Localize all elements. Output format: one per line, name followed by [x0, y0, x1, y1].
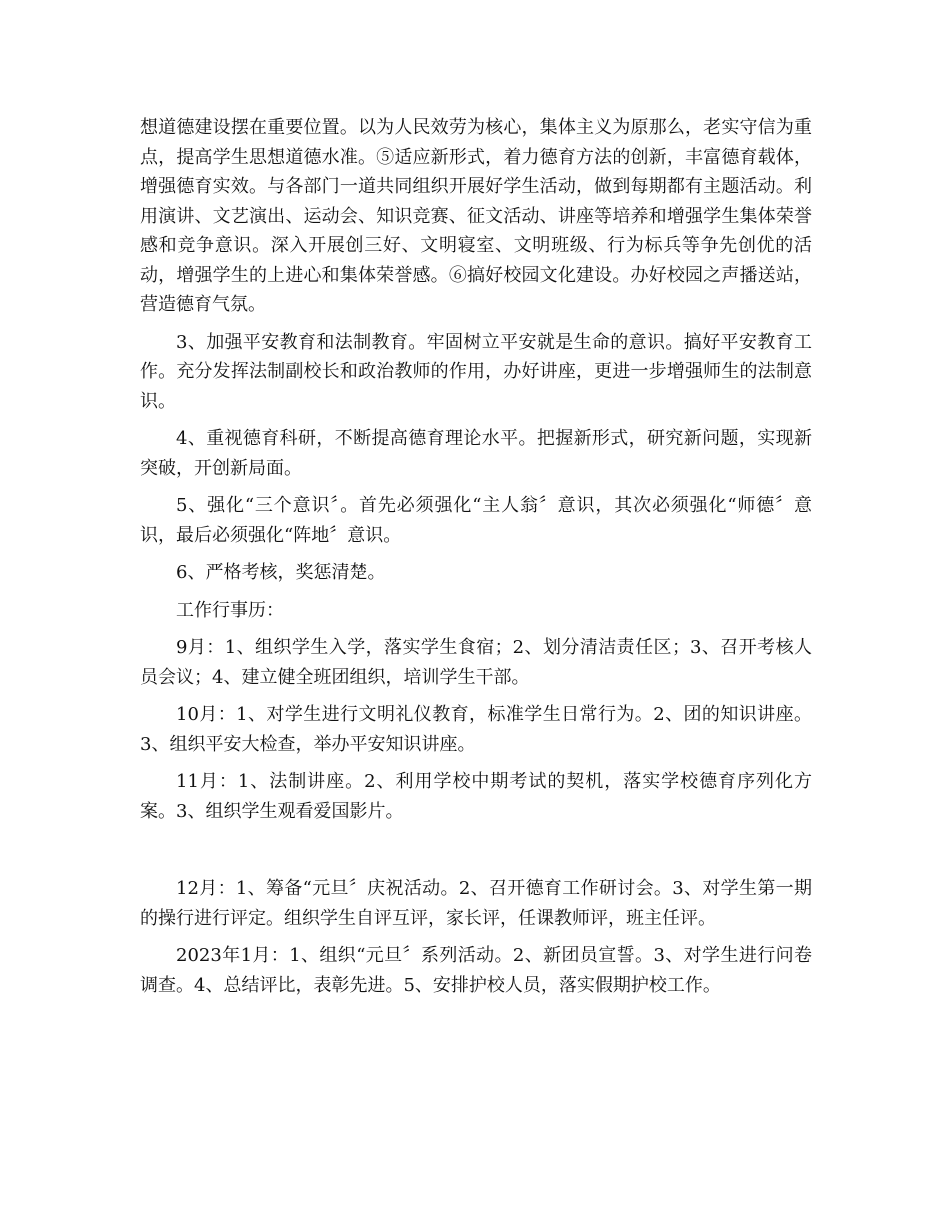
- schedule-heading: 工作行事历：: [176, 599, 284, 621]
- document-page: [140, 113, 812, 1008]
- paragraph-moral-research: 4、重视德育科研，不断提高德育理论水平。把握新形式，研究新问题，实现新突破，开创新局面。: [140, 428, 812, 479]
- paragraph-three-awareness: 5、强化“三个意识〞。首先必须强化“主人翁〞意识，其次必须强化“师德〞意识，最后必须强化“阵地〞意识。: [140, 495, 812, 546]
- schedule-november: 11月：1、法制讲座。2、利用学校中期考试的契机，落实学校德育序列化方案。3、组织学生观看爱国影片。: [140, 771, 812, 822]
- schedule-january: 2023年1月：1、组织“元旦〞系列活动。2、新团员宣誓。3、对学生进行问卷调查。4、总结评比，表彰先进。5、安排护校人员，落实假期护校工作。: [140, 945, 812, 996]
- blank-gap: [140, 834, 812, 874]
- schedule-september: 9月：1、组织学生入学，落实学生食宿；2、划分清洁责任区；3、召开考核人员会议；4、建立健全班团组织，培训学生干部。: [140, 637, 812, 688]
- paragraph-assessment: 6、严格考核，奖惩清楚。: [176, 562, 386, 583]
- paragraph-moral-construction: 想道德建设摆在重要位置。以为人民效劳为核心，集体主义为原那么，老实守信为重点，提高学生思想道德水准。⑤适应新形式，着力德育方法的创新，丰富德育载体，增强德育实效。与各部门一道共同组织开展好学生活动，做到每期都有主题活动。利用演讲、文艺演出、运动会、知识竞赛、征文活动、讲座等培养和增强学生集体荣誉感和竞争意识。深入开展创三好、文明寝室、文明班级、行为标兵等争先创优的活动，增强学生的上进心和集体荣誉感。⑥搞好校园文化建设。办好校园之声播送站，营造德育气氛。: [140, 117, 812, 315]
- paragraph-safety-education: 3、加强平安教育和法制教育。牢固树立平安就是生命的意识。搞好平安教育工作。充分发挥法制副校长和政治教师的作用，办好讲座，更进一步增强师生的法制意识。: [140, 331, 812, 412]
- schedule-october: 10月：1、对学生进行文明礼仪教育，标准学生日常行为。2、团的知识讲座。3、组织平安大检查，举办平安知识讲座。: [140, 704, 812, 755]
- schedule-december: 12月：1、筹备“元旦〞庆祝活动。2、召开德育工作研讨会。3、对学生第一期的操行进行评定。组织学生自评互评，家长评，任课教师评，班主任评。: [140, 878, 812, 929]
